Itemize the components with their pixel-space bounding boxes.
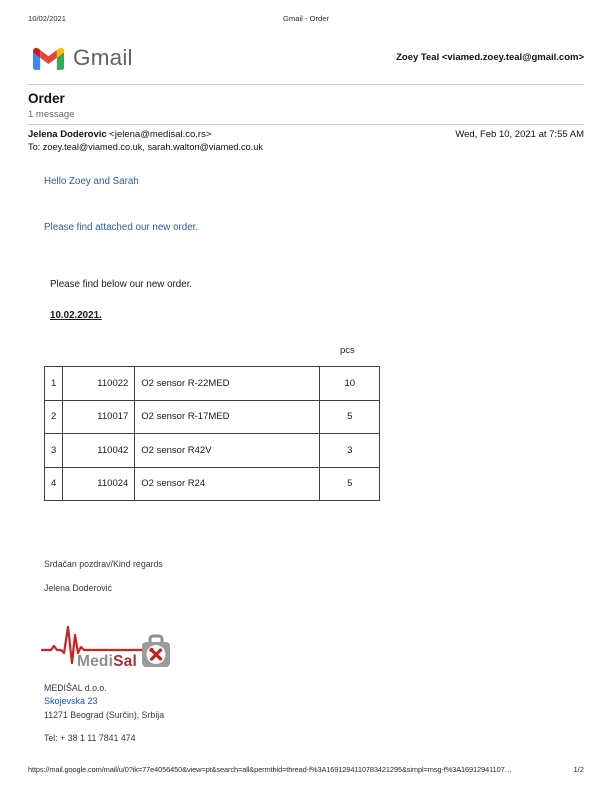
company-name: MEDIŠAL d.o.o. [44,683,107,693]
medisal-logo [40,622,172,674]
order-table [44,366,380,501]
print-title: Gmail - Order [283,14,329,23]
item-qty: 3 [320,434,380,468]
telephone: Tel: + 38 1 11 7841 474 [44,733,136,743]
order-date: 10.02.2021. [50,310,102,321]
item-code: 110017 [63,400,135,434]
to-line: To: zoey.teal@viamed.co.uk, sarah.walton@viamed.co.uk [28,141,264,152]
svg-text:MediSal [77,653,137,670]
toolbox-icon [142,636,170,667]
pcs-column-header: pcs [340,345,355,356]
print-footer-url: https://mail.google.com/mail/u/0?ik=77e4056450&view=pt&search=all&permthid=thread-f%3A1691294110783421295&simpl=msg-f%3A16912941107… [28,765,512,774]
message-date: Wed, Feb 10, 2021 at 7:55 AM [455,129,584,140]
divider-thread [28,124,584,125]
table-row [45,467,380,501]
row-number: 1 [45,367,63,401]
item-code: 110022 [63,367,135,401]
logo-medi-text: Medi [77,653,114,670]
body-greeting: Hello Zoey and Sarah [44,176,139,187]
row-number: 3 [45,434,63,468]
table-row [45,367,380,401]
from-email[interactable]: <jelena@medisal.co.rs> [106,129,212,140]
print-page-number: 1/2 [573,765,584,774]
item-desc: O2 sensor R-17MED [135,400,320,434]
item-code: 110042 [63,434,135,468]
signoff: Srdačan pozdrav/Kind regards [44,559,163,569]
gmail-wordmark: Gmail [73,45,133,70]
table-row [45,434,380,468]
item-code: 110024 [63,467,135,501]
divider-top [28,84,584,85]
item-qty: 5 [320,467,380,501]
street-address-link[interactable]: Skojevska 23 [44,696,98,706]
from-name: Jelena Doderovic [28,129,107,140]
city-address: 11271 Beograd (Surčin), Srbija [44,710,165,720]
item-qty: 10 [320,367,380,401]
gmail-logo [33,45,133,71]
gmail-m-icon [33,46,64,70]
row-number: 4 [45,467,63,501]
table-row [45,400,380,434]
signature-name: Jelena Doderović [44,583,112,593]
logo-sal-text: Sal [113,653,137,670]
print-date: 10/02/2021 [28,14,67,23]
thread-subject: Order [28,91,65,106]
message-count: 1 message [28,109,75,120]
item-qty: 5 [320,400,380,434]
item-desc: O2 sensor R42V [135,434,320,468]
item-desc: O2 sensor R24 [135,467,320,501]
from-line [28,129,211,140]
account-owner: Zoey Teal <viamed.zoey.teal@gmail.com> [396,52,584,63]
row-number: 2 [45,400,63,434]
body-line-attached: Please find attached our new order. [44,222,199,233]
item-desc: O2 sensor R-22MED [135,367,320,401]
body-line-below: Please find below our new order. [50,279,193,290]
